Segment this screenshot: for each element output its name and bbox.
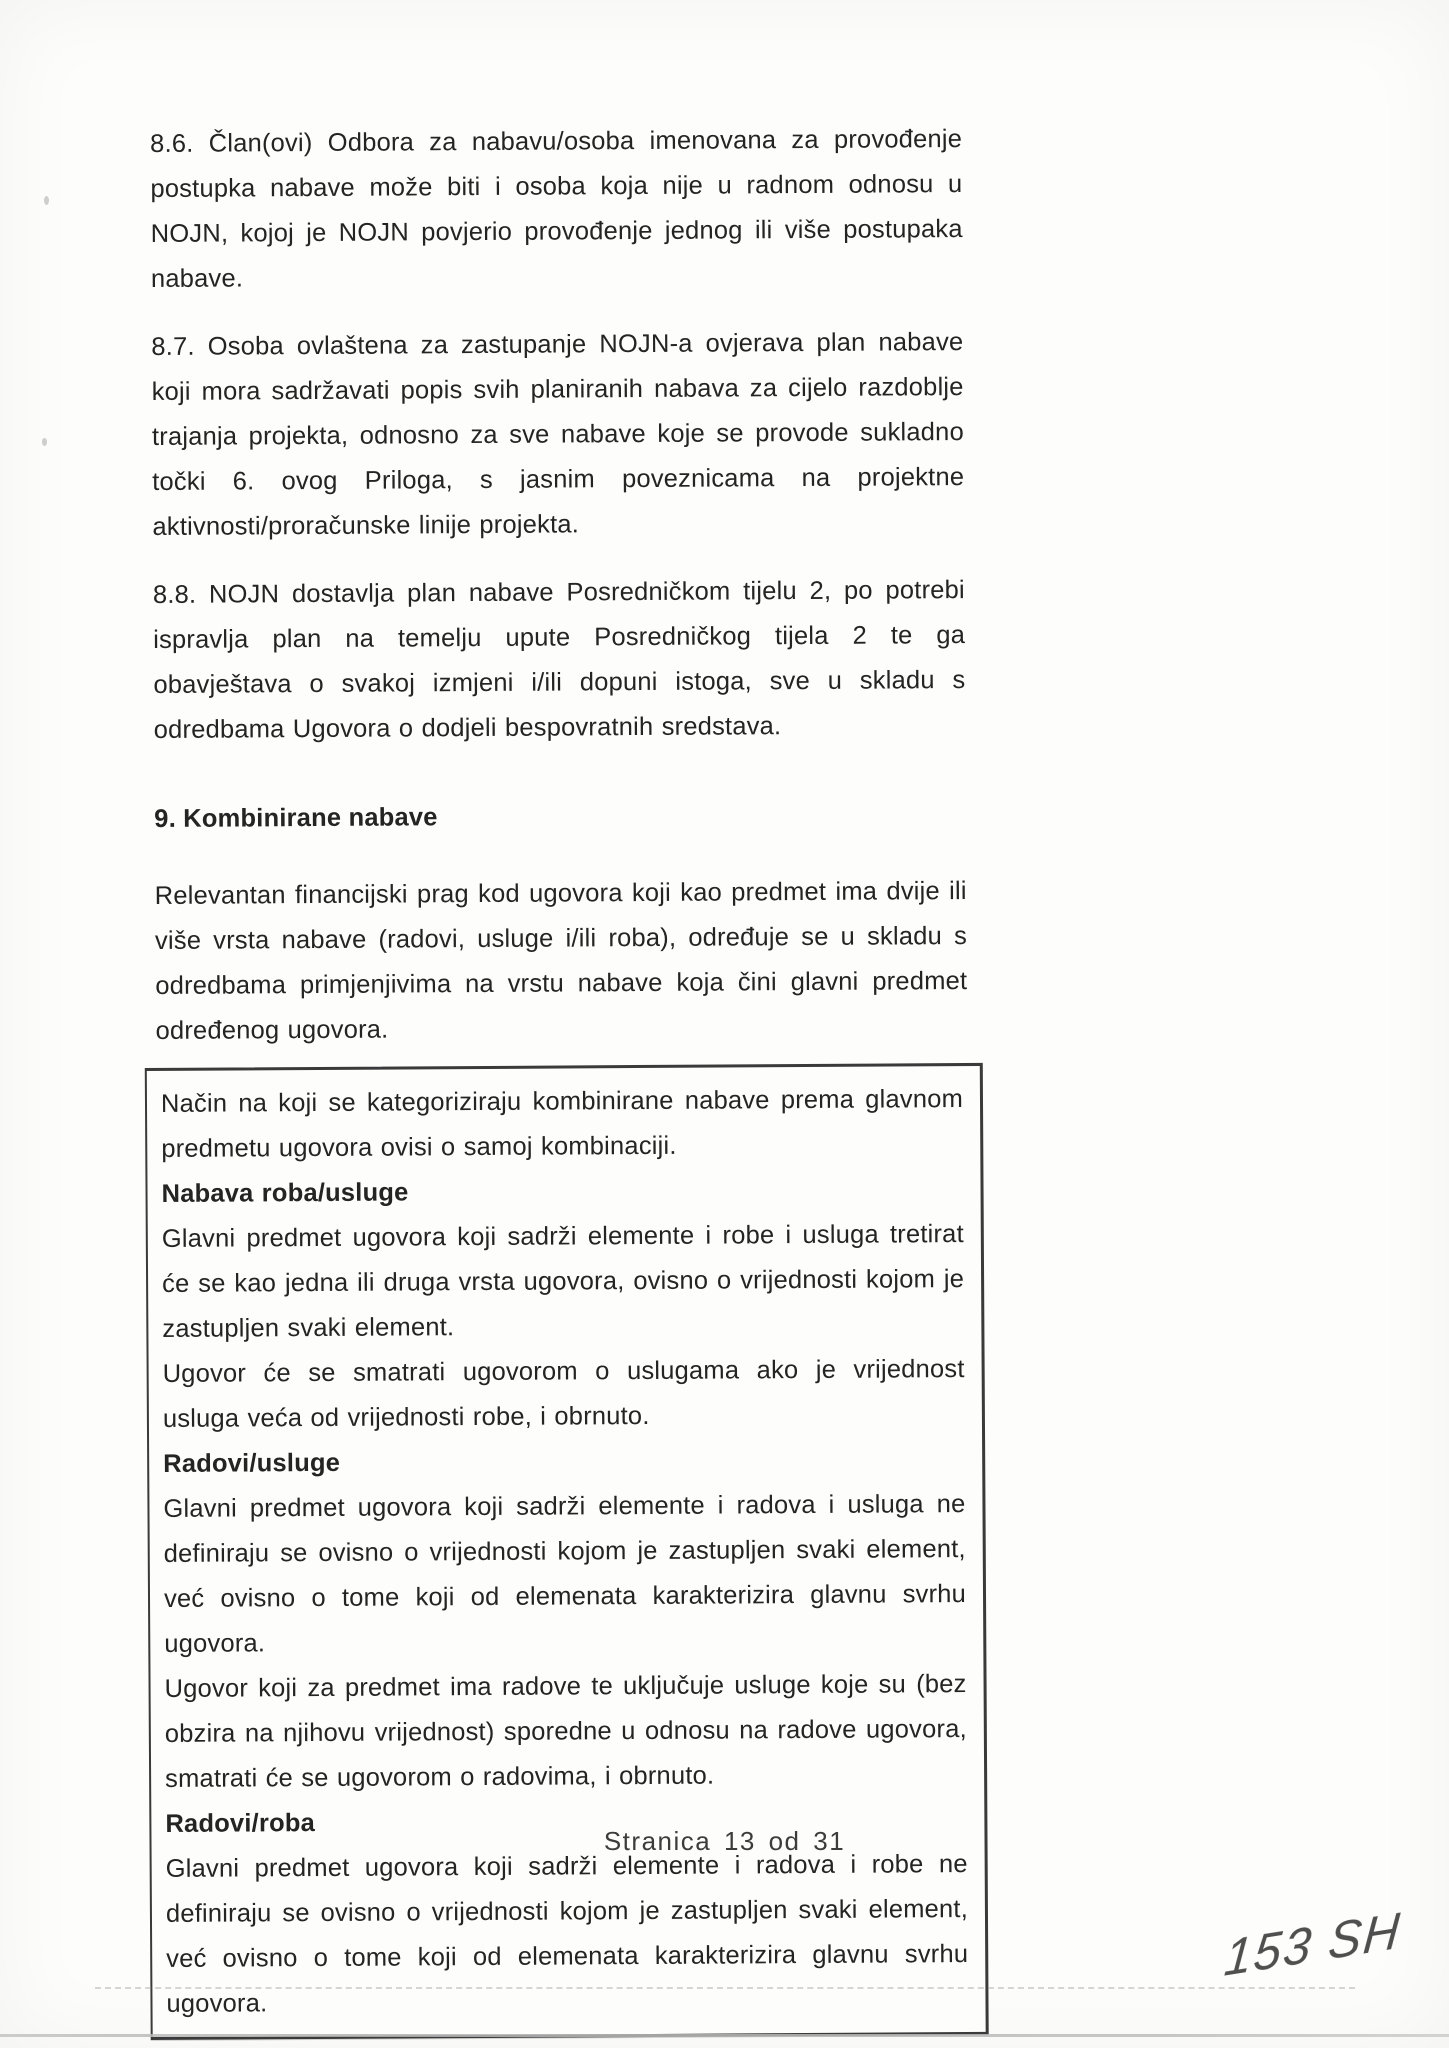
box-paragraph-intro: Način na koji se kategoriziraju kombinirane nabave prema glavnom predmetu ugovora ovisi o samoj kombinaciji. [160,1085,964,1163]
paragraph-8-6: 8.6. Član(ovi) Odbora za nabavu/osoba imenovana za provođenje postupka nabave može biti i osoba koja nije u radnom odnosu u NOJN, kojoj je NOJN povjerio provođenje jednog ili više postupaka nabave. [150,125,963,293]
document-body [150,117,974,2040]
section-9-heading: 9. Kombinirane nabave [154,803,438,833]
box-paragraph-roba-usluge-2: Ugovor će se smatrati ugovorom o uslugama ako je vrijednost usluga veća od vrijednosti robe, i obrnuto. [162,1355,965,1433]
box-paragraph-radovi-usluge-1: Glavni predmet ugovora koji sadrži elemente i radova i usluga ne definiraju se ovisno o vrijednosti kojom je zastupljen svaki element, već ovisno o tome koji od elemenata karakterizira glavnu svrhu ugovora. [163,1490,967,1658]
box-subheading-radovi-roba: Radovi/roba [165,1809,316,1838]
paragraph-8-8: 8.8. NOJN dostavlja plan nabave Posredničkom tijelu 2, po potrebi ispravlja plan na temelju upute Posredničkog tijela 2 te ga obavještava o svakoj izmjeni i/ili dopuni istoga, sve u skladu s odredbama Ugovora o dodjeli bespovratnih sredstava. [152,576,966,744]
box-paragraph-radovi-roba-1: Glavni predmet ugovora koji sadrži elemente i radova i robe ne definiraju se ovisno o vrijednosti kojom je zastupljen svaki element, već ovisno o tome koji od elemenata karakterizira glavnu svrhu ugovora. [165,1850,969,2018]
paragraph-8-7: 8.7. Osoba ovlaštena za zastupanje NOJN-a ovjerava plan nabave koji mora sadržavati popis svih planiranih nabava za cijelo razdoblje trajanja projekta, odnosno za sve nabave koje se provode sukladno točki 6. ovog Priloga, s jasnim poveznicama na projektne aktivnosti/proračunske linije projekta. [151,328,965,541]
scan-speck-artifact [44,196,49,205]
page-number: Stranica 13 od 31 [603,1826,846,1856]
box-subheading-radovi-usluge: Radovi/usluge [163,1448,341,1478]
box-subheading-nabava-roba-usluge: Nabava roba/usluge [161,1178,409,1208]
scan-fold-artifact [95,1987,1355,1989]
scan-edge-artifact [0,2034,1449,2037]
box-paragraph-radovi-usluge-2: Ugovor koji za predmet ima radove te uključuje usluge koje su (bez obzira na njihovu vrijednost) sporedne u odnosu na radove ugovora, smatrati će se ugovorom o radovima, i obrnuto. [164,1670,967,1793]
handwritten-note: 153 SH [1222,1901,1404,1987]
combined-procurement-box [145,1063,989,2040]
section-9-intro-paragraph: Relevantan financijski prag kod ugovora koji kao predmet ima dvije ili više vrsta nabave (radovi, usluge i/ili roba), određuje se u skladu s odredbama primjenjivima na vrstu nabave koja čini glavni predmet određenog ugovora. [154,877,968,1045]
scan-speck-artifact [42,438,47,446]
box-paragraph-roba-usluge-1: Glavni predmet ugovora koji sadrži elemente i robe i usluga tretirat će se kao jedna ili druga vrsta ugovora, ovisno o vrijednosti kojom je zastupljen svaki element. [161,1220,965,1343]
